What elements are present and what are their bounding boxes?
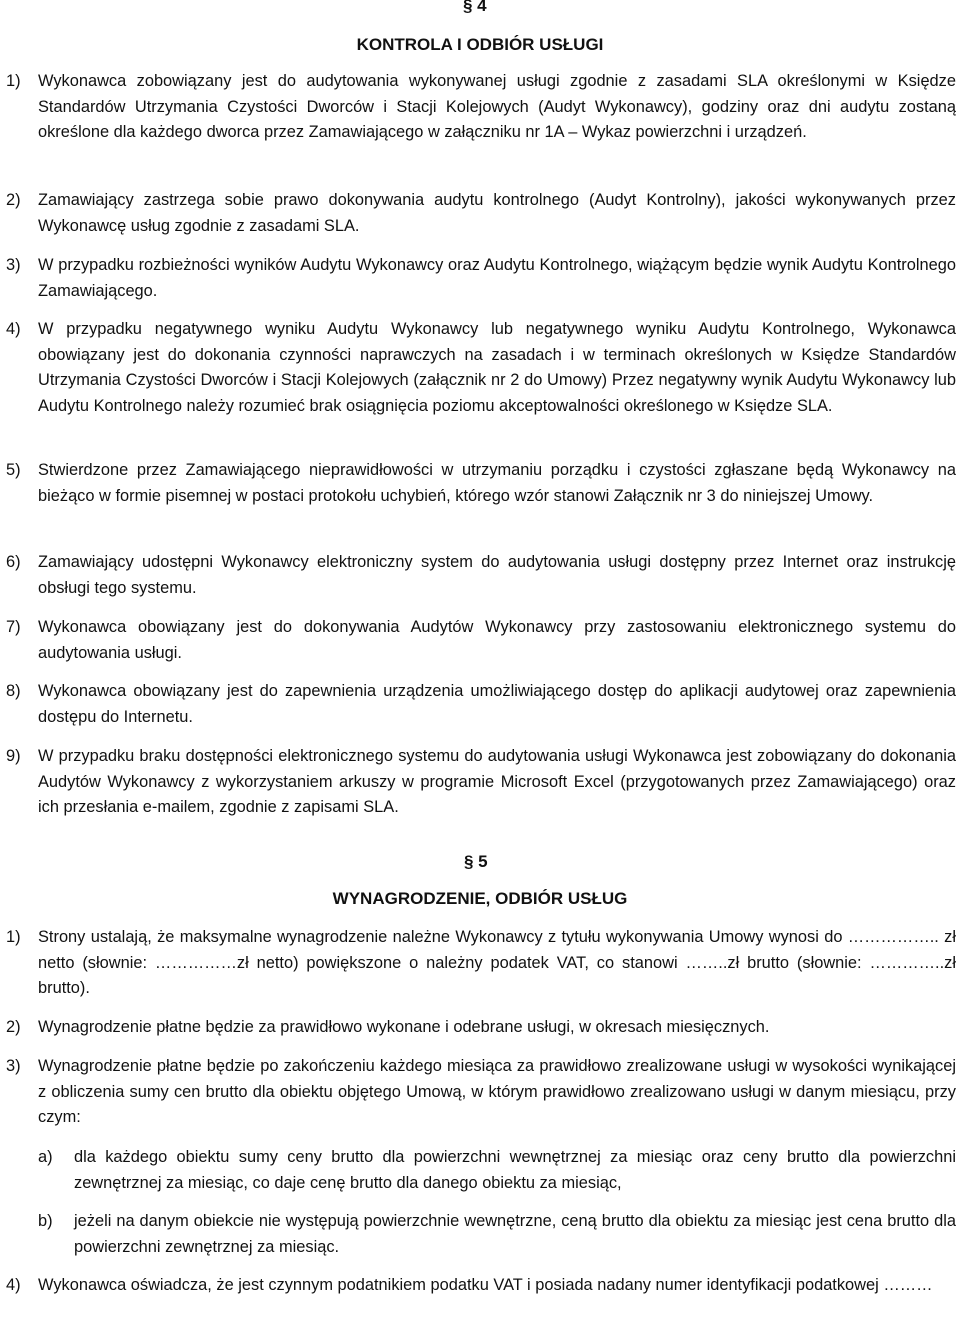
item-number: 1) xyxy=(6,928,21,946)
subitem-letter: a) xyxy=(38,1148,53,1166)
item-text: W przypadku negatywnego wyniku Audytu Wykonawcy lub negatywnego wyniku Audytu Kontrolnego, Wykonawca obowiązany jest do dokonania czynności naprawczych na zasadach i w terminach określonych w Księdze Standardów Utrzymania Czystości Dworców i Stacji Kolejowych (załącznik nr 2 do Umowy) Przez negatywny wynik Audytu Wykonawcy lub Audytu Kontrolnego należy rozumieć brak osiągnięcia poziomu akceptowalności określonego w Księdze SLA. xyxy=(38,320,956,415)
section-5-number: § 5 xyxy=(464,852,488,871)
section-5-title: WYNAGRODZENIE, ODBIÓR USŁUG xyxy=(332,889,628,908)
item-number: 2) xyxy=(6,1018,21,1036)
section-4-number: § 4 xyxy=(463,0,487,15)
subitem-text: jeżeli na danym obiekcie nie występują powierzchnie wewnętrzne, ceną brutto dla obiektu za miesiąc jest cena brutto dla powierzchni zewnętrznej za miesiąc. xyxy=(74,1212,956,1256)
item-text: Wykonawca oświadcza, że jest czynnym podatnikiem podatku VAT i posiada nadany numer identyfikacji podatkowej ……… xyxy=(38,1276,933,1294)
item-number: 4) xyxy=(6,320,21,338)
item-text: Wykonawca obowiązany jest do dokonywania Audytów Wykonawcy przy zastosowaniu elektronicznego systemu do audytowania usługi. xyxy=(38,618,956,662)
s4-item-7 xyxy=(6,615,956,666)
item-text: Wykonawca zobowiązany jest do audytowania wykonywanej usługi zgodnie z zasadami SLA określonymi w Księdze Standardów Utrzymania Czystości Dworców i Stacji Kolejowych (Audyt Wykonawcy), godziny oraz dni audytu zostaną określone dla każdego dworca przez Zamawiającego w załączniku nr 1A – Wykaz powierzchni i urządzeń. xyxy=(38,72,956,142)
item-number: 1) xyxy=(6,72,21,90)
s5-item-1 xyxy=(6,925,956,1002)
subitem-letter: b) xyxy=(38,1212,53,1230)
item-text: Strony ustalają, że maksymalne wynagrodzenie należne Wykonawcy z tytułu wykonywania Umowy wynosi do …………….. zł netto (słownie: ……………zł netto) powiększone o należny podatek VAT, co stanowi ……..zł brutto (słownie: …………..zł brutto). xyxy=(38,928,956,998)
s4-item-2 xyxy=(6,188,956,239)
item-number: 9) xyxy=(6,747,21,765)
item-number: 4) xyxy=(6,1276,21,1294)
item-number: 6) xyxy=(6,553,21,571)
item-text: W przypadku rozbieżności wyników Audytu Wykonawcy oraz Audytu Kontrolnego, wiążącym będzie wynik Audytu Kontrolnego Zamawiającego. xyxy=(38,256,956,300)
s5-item-2 xyxy=(6,1015,956,1041)
s4-item-9 xyxy=(6,744,956,821)
item-number: 7) xyxy=(6,618,21,636)
item-text: Stwierdzone przez Zamawiającego nieprawidłowości w utrzymaniu porządku i czystości zgłaszane będą Wykonawcy na bieżąco w formie pisemnej w postaci protokołu uchybień, którego wzór stanowi Załącznik nr 3 do niniejszej Umowy. xyxy=(38,461,956,505)
s5-item-4 xyxy=(6,1273,956,1299)
s5-item-3-sub-a xyxy=(38,1145,956,1196)
s4-item-6 xyxy=(6,550,956,601)
s4-item-4 xyxy=(6,317,956,419)
item-number: 3) xyxy=(6,1057,21,1075)
s4-item-3 xyxy=(6,253,956,304)
s4-item-5 xyxy=(6,458,956,509)
s5-item-3-sub-b xyxy=(38,1209,956,1260)
item-text: Wynagrodzenie płatne będzie za prawidłowo wykonane i odebrane usługi, w okresach miesięcznych. xyxy=(38,1018,770,1036)
item-number: 5) xyxy=(6,461,21,479)
s4-item-8 xyxy=(6,679,956,730)
item-number: 3) xyxy=(6,256,21,274)
item-text: W przypadku braku dostępności elektronicznego systemu do audytowania usługi Wykonawca jest zobowiązany do dokonania Audytów Wykonawcy z wykorzystaniem arkuszy w programie Microsoft Excel (przygotowanych przez Zamawiającego) oraz ich przesłania e-mailem, zgodnie z zapisami SLA. xyxy=(38,747,956,817)
s5-item-3 xyxy=(6,1054,956,1131)
item-number: 2) xyxy=(6,191,21,209)
subitem-text: dla każdego obiektu sumy ceny brutto dla powierzchni wewnętrznej za miesiąc oraz ceny brutto dla powierzchni zewnętrznej za miesiąc, co daje cenę brutto dla danego obiektu za miesiąc, xyxy=(74,1148,956,1192)
s4-item-1 xyxy=(6,69,956,146)
item-text: Wynagrodzenie płatne będzie po zakończeniu każdego miesiąca za prawidłowo zrealizowane usługi w wysokości wynikającej z obliczenia sumy cen brutto dla obiektu objętego Umową, w którym prawidłowo zrealizowano usługi w danym miesiącu, przy czym: xyxy=(38,1057,956,1127)
item-text: Wykonawca obowiązany jest do zapewnienia urządzenia umożliwiającego dostęp do aplikacji audytowej oraz zapewnienia dostępu do Internetu. xyxy=(38,682,956,726)
item-text: Zamawiający udostępni Wykonawcy elektroniczny system do audytowania usługi dostępny przez Internet oraz instrukcję obsługi tego systemu. xyxy=(38,553,956,597)
item-number: 8) xyxy=(6,682,21,700)
section-4-title: KONTROLA I ODBIÓR USŁUGI xyxy=(356,35,604,54)
item-text: Zamawiający zastrzega sobie prawo dokonywania audytu kontrolnego (Audyt Kontrolny), jakości wykonywanych przez Wykonawcę usług zgodnie z zasadami SLA. xyxy=(38,191,956,235)
